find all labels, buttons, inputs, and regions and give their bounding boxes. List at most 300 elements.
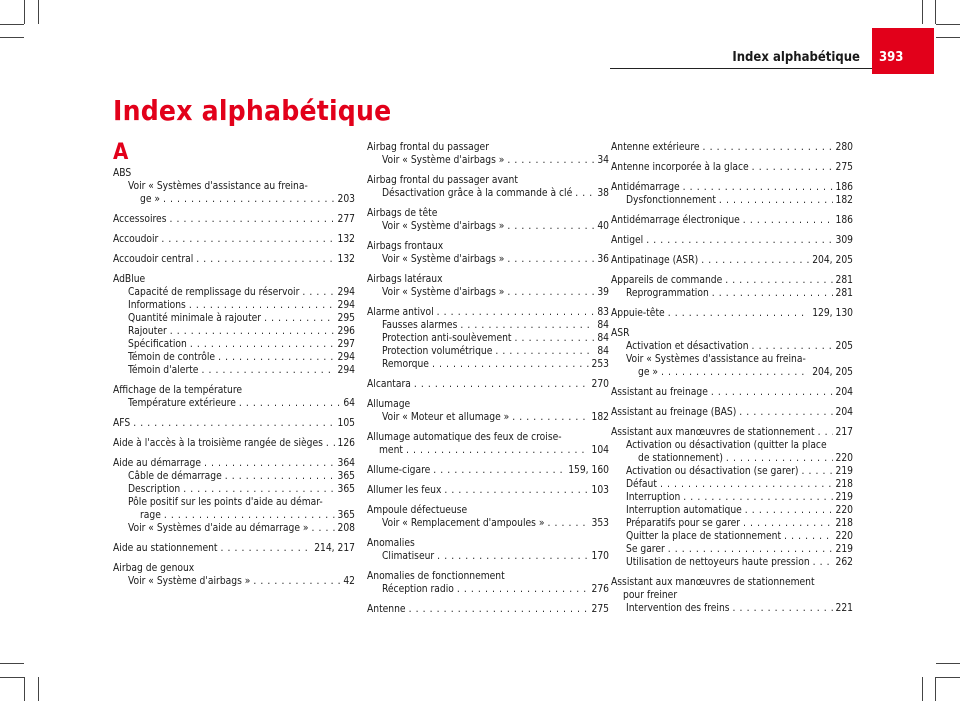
index-term: Voir « Remplacement d'ampoules » [382,518,545,529]
page-reference: 83 [597,307,609,318]
page-reference: 365 [337,484,355,495]
dot-leader [220,542,311,555]
page-reference: 294 [337,300,355,311]
index-term: Témoin de contrôle [128,352,216,363]
dot-leader [646,234,832,247]
index-term: Voir « Systèmes d'assistance au freina- [626,354,806,365]
index-entry [113,338,355,351]
index-term: Témoin d'alerte [128,365,199,376]
index-entry [113,286,355,299]
index-entry [611,353,853,366]
index-term: Voir « Moteur et allumage » [382,412,510,423]
index-term: Antenne incorporée à la glace [611,162,749,173]
index-term: Activation ou désactivation (se garer) [626,466,799,477]
index-entry [113,397,355,410]
index-entry [611,274,853,287]
index-entry [611,234,853,247]
index-term: Affichage de la température [113,385,242,396]
dot-leader [264,312,334,325]
index-term: Aide au démarrage [113,458,201,469]
page-reference: 221 [835,603,853,614]
page-reference: 270 [591,379,609,390]
index-entry [113,325,355,338]
index-term: Spécification [128,339,187,350]
page-reference: 309 [835,235,853,246]
page-reference: 281 [835,275,853,286]
page-reference: 294 [337,352,355,363]
dot-leader [726,452,833,465]
dot-leader [719,194,833,207]
index-entry [367,253,609,266]
index-entry [367,583,609,596]
crop-mark [24,0,25,24]
index-entry [611,478,853,491]
index-entry [367,464,609,477]
dot-leader [507,253,594,266]
crop-mark [936,37,960,38]
dot-leader [745,504,833,517]
page-reference: 353 [591,518,609,529]
index-term: Assistant au freinage (BAS) [611,407,737,418]
crop-mark [0,37,24,38]
index-term: ment [379,445,403,456]
index-term: ABS [113,168,132,179]
index-letter-heading: A [113,140,129,165]
index-entry [367,345,609,358]
index-term: Antidémarrage électronique [611,215,740,226]
page-reference: 204 [835,387,853,398]
index-term: Interruption [626,492,681,503]
page-reference: 36 [597,254,609,265]
page-reference: 132 [337,254,355,265]
dot-leader [813,556,833,569]
index-term: ge » [140,194,160,205]
page-reference: 208 [337,523,355,534]
index-entry [113,233,355,246]
index-term: Protection volumétrique [382,346,493,357]
page-reference: 182 [591,412,609,423]
index-entry [113,364,355,377]
page-reference: 277 [337,214,355,225]
index-entry [611,214,853,227]
dot-leader [196,253,334,266]
index-entry [113,167,355,180]
page-reference: 364 [337,458,355,469]
index-entry [611,340,853,353]
page-reference: 218 [835,518,853,529]
index-entry [113,496,355,509]
page-reference: 170 [591,551,609,562]
index-term: Accoudoir [113,234,159,245]
crop-mark [38,677,39,701]
index-term: Airbag de genoux [113,563,195,574]
dot-leader [818,426,833,439]
crop-mark [0,24,24,25]
dot-leader [661,366,809,379]
page-reference: 84 [597,320,609,331]
page-reference: 218 [835,479,853,490]
dot-leader [575,187,594,200]
index-entry [113,299,355,312]
index-entry [611,517,853,530]
index-entry [367,154,609,167]
index-term: Assistant aux manœuvres de stationnement [611,427,815,438]
index-entry [611,254,853,267]
index-entry [611,194,853,207]
page-reference: 204 [835,407,853,418]
index-term: Antenne extérieure [611,142,700,153]
dot-leader [433,464,565,477]
index-entry [113,470,355,483]
dot-leader [311,522,334,535]
page-reference: 295 [337,313,355,324]
index-entry [367,504,609,517]
dot-leader [743,517,832,530]
index-entry [611,161,853,174]
page-reference: 253 [591,359,609,370]
index-term: Antipatinage (ASR) [611,255,699,266]
page-reference: 365 [337,510,355,521]
index-term: Airbags frontaux [367,241,444,252]
dot-leader [460,319,594,332]
index-term: Désactivation grâce à la commande à clé [382,188,573,199]
index-term: Appuie-tête [611,308,665,319]
page-reference: 42 [343,576,355,587]
index-term: Défaut [626,479,657,490]
dot-leader [204,457,335,470]
dot-leader [711,386,833,399]
page-title: Index alphabétique [113,94,392,127]
index-term: Reprogrammation [626,288,709,299]
crop-mark [38,0,39,24]
dot-leader [225,470,335,483]
index-entry [113,457,355,470]
index-entry [367,570,609,583]
page-reference: 205 [835,341,853,352]
header-divider [610,68,872,69]
dot-leader [133,417,334,430]
index-term: Anomalies [367,538,415,549]
dot-leader [668,543,833,556]
index-entry [611,576,853,589]
index-entry [611,530,853,543]
dot-leader [547,517,588,530]
page-reference: 276 [591,584,609,595]
dot-leader [201,364,334,377]
page-reference: 186 [835,182,853,193]
index-term: Airbag frontal du passager avant [367,175,518,186]
index-entry [113,417,355,430]
crop-mark [935,677,936,701]
index-term: Allume-cigare [367,465,431,476]
crop-mark [936,663,960,664]
dot-leader [437,550,588,563]
index-entry [113,575,355,588]
dot-leader [164,509,335,522]
dot-leader [507,286,594,299]
index-entry [611,406,853,419]
index-entry [113,351,355,364]
page-reference: 220 [835,531,853,542]
dot-leader [326,437,335,450]
crop-mark [0,677,24,678]
index-term: ASR [611,328,630,339]
page-reference: 132 [337,234,355,245]
page-reference: 126 [337,438,355,449]
index-term: Aide à l'accès à la troisième rangée de sièges [113,438,323,449]
page-reference: 104 [591,445,609,456]
index-entry [367,603,609,616]
index-entry [367,537,609,550]
dot-leader [752,340,833,353]
dot-leader [802,465,833,478]
page-number: 393 [879,50,904,65]
index-term: Allumage [367,399,411,410]
running-header-title: Index alphabétique [732,50,860,65]
page-reference: 38 [597,188,609,199]
page-reference: 214, 217 [314,543,355,554]
dot-leader [495,345,594,358]
page-reference: 159, 160 [568,465,609,476]
index-entry [611,386,853,399]
index-entry [113,312,355,325]
index-term: rage [140,510,161,521]
index-term: Protection anti-soulèvement [382,333,512,344]
dot-leader [183,483,334,496]
index-term: Climatiseur [382,551,435,562]
page-reference: 103 [591,485,609,496]
index-entry [113,180,355,193]
dot-leader [668,307,810,320]
index-entry [113,509,355,522]
index-entry [113,384,355,397]
index-entry [367,273,609,286]
index-term: AdBlue [113,274,146,285]
crop-mark [936,677,960,678]
index-term: Quitter la place de stationnement [626,531,782,542]
page-reference: 294 [337,287,355,298]
index-term: Accessoires [113,214,167,225]
page-reference: 280 [835,142,853,153]
index-term: Assistant au freinage [611,387,708,398]
index-entry [367,141,609,154]
index-term: Préparatifs pour se garer [626,518,741,529]
dot-leader [512,411,588,424]
index-entry [367,319,609,332]
index-term: Anomalies de fonctionnement [367,571,505,582]
index-entry [611,465,853,478]
index-entry [113,213,355,226]
index-entry [611,602,853,615]
dot-leader [444,484,588,497]
index-term: Antenne [367,604,406,615]
index-term: Appareils de commande [611,275,723,286]
index-entry [611,426,853,439]
page-reference: 39 [597,287,609,298]
dot-leader [189,299,335,312]
index-term: Assistant aux manœuvres de stationnement [611,577,815,588]
page-reference: 281 [835,288,853,299]
index-entry [367,431,609,444]
index-column-3 [611,141,853,615]
index-entry [367,207,609,220]
page-reference: 186 [835,215,853,226]
index-entry [367,187,609,200]
index-term: Voir « Système d'airbags » [128,576,251,587]
index-entry [611,141,853,154]
index-term: Allumer les feux [367,485,442,496]
dot-leader [712,287,833,300]
dot-leader [733,602,833,615]
index-term: Rajouter [128,326,167,337]
page-reference: 84 [597,333,609,344]
dot-leader [161,233,334,246]
index-term: pour freiner [623,590,678,601]
index-term: Antigel [611,235,644,246]
index-entry [113,562,355,575]
index-entry [611,491,853,504]
index-entry [367,306,609,319]
page-reference: 275 [835,162,853,173]
index-term: Airbags de tête [367,208,438,219]
dot-leader [515,332,595,345]
index-entry [367,358,609,371]
index-column-1 [113,167,355,588]
index-term: Informations [128,300,186,311]
index-entry [611,439,853,452]
page-reference: 217 [835,427,853,438]
dot-leader [752,161,833,174]
index-term: Activation et désactivation [626,341,749,352]
index-term: Pôle positif sur les points d'aide au démar- [128,497,323,508]
index-term: Voir « Système d'airbags » [382,254,505,265]
dot-leader [409,603,589,616]
index-entry [367,550,609,563]
index-entry [113,253,355,266]
page-reference: 64 [343,398,355,409]
page-reference: 204, 205 [812,367,853,378]
index-entry [367,378,609,391]
index-entry [611,543,853,556]
index-term: Dysfonctionnement [626,195,716,206]
page-reference: 220 [835,505,853,516]
crop-mark [922,0,923,24]
index-entry [611,504,853,517]
index-entry [367,286,609,299]
index-entry [611,366,853,379]
page-reference: 34 [597,155,609,166]
page-reference: 204, 205 [812,255,853,266]
index-column-2 [367,141,609,616]
index-entry [113,483,355,496]
index-term: Antidémarrage [611,182,680,193]
crop-mark [936,24,960,25]
index-entry [113,522,355,535]
index-entry [367,398,609,411]
dot-leader [507,154,594,167]
crop-mark [922,677,923,701]
index-term: Voir « Systèmes d'aide au démarrage » [128,523,309,534]
dot-leader [406,444,589,457]
index-term: Fausses alarmes [382,320,458,331]
crop-mark [0,663,24,664]
page-reference: 296 [337,326,355,337]
index-entry [367,517,609,530]
index-entry [611,181,853,194]
dot-leader [414,378,589,391]
index-term: Utilisation de nettoyeurs haute pression [626,557,810,568]
index-entry [611,287,853,300]
index-term: Voir « Système d'airbags » [382,155,505,166]
page-reference: 275 [591,604,609,615]
dot-leader [784,530,832,543]
crop-mark [24,677,25,701]
index-term: Remorque [382,359,429,370]
dot-leader [683,181,833,194]
index-term: Airbags latéraux [367,274,443,285]
index-entry [113,542,355,555]
index-entry [367,484,609,497]
index-entry [611,452,853,465]
dot-leader [683,491,832,504]
dot-leader [432,358,589,371]
index-entry [367,444,609,457]
dot-leader [170,325,335,338]
page-reference: 219 [835,466,853,477]
index-entry [611,327,853,340]
index-term: Capacité de remplissage du réservoir [128,287,300,298]
index-term: ge » [638,367,658,378]
index-term: Intervention des freins [626,603,730,614]
page-reference: 105 [337,418,355,429]
index-term: Accoudoir central [113,254,194,265]
dot-leader [169,213,334,226]
index-term: de stationnement) [638,453,723,464]
dot-leader [302,286,334,299]
dot-leader [739,406,832,419]
index-term: Allumage automatique des feux de croise- [367,432,562,443]
index-term: Alarme antivol [367,307,434,318]
index-term: Description [128,484,181,495]
page-reference: 203 [337,194,355,205]
crop-mark [935,0,936,24]
index-term: Voir « Système d'airbags » [382,221,505,232]
page-reference: 40 [597,221,609,232]
dot-leader [660,478,833,491]
page-reference: 297 [337,339,355,350]
index-term: AFS [113,418,131,429]
index-term: Interruption automatique [626,505,742,516]
index-term: Activation ou désactivation (quitter la place [626,440,827,451]
page-reference: 129, 130 [812,308,853,319]
page-reference: 294 [337,365,355,376]
index-entry [611,589,853,602]
dot-leader [507,220,594,233]
index-entry [113,437,355,450]
page-reference: 365 [337,471,355,482]
dot-leader [218,351,334,364]
dot-leader [163,193,335,206]
dot-leader [437,306,595,319]
page-reference: 84 [597,346,609,357]
page-reference: 219 [835,492,853,503]
dot-leader [703,141,833,154]
index-term: Voir « Systèmes d'assistance au freina- [128,181,308,192]
index-entry [367,220,609,233]
index-term: Airbag frontal du passager [367,142,489,153]
index-term: Ampoule défectueuse [367,505,468,516]
index-term: Quantité minimale à rajouter [128,313,262,324]
